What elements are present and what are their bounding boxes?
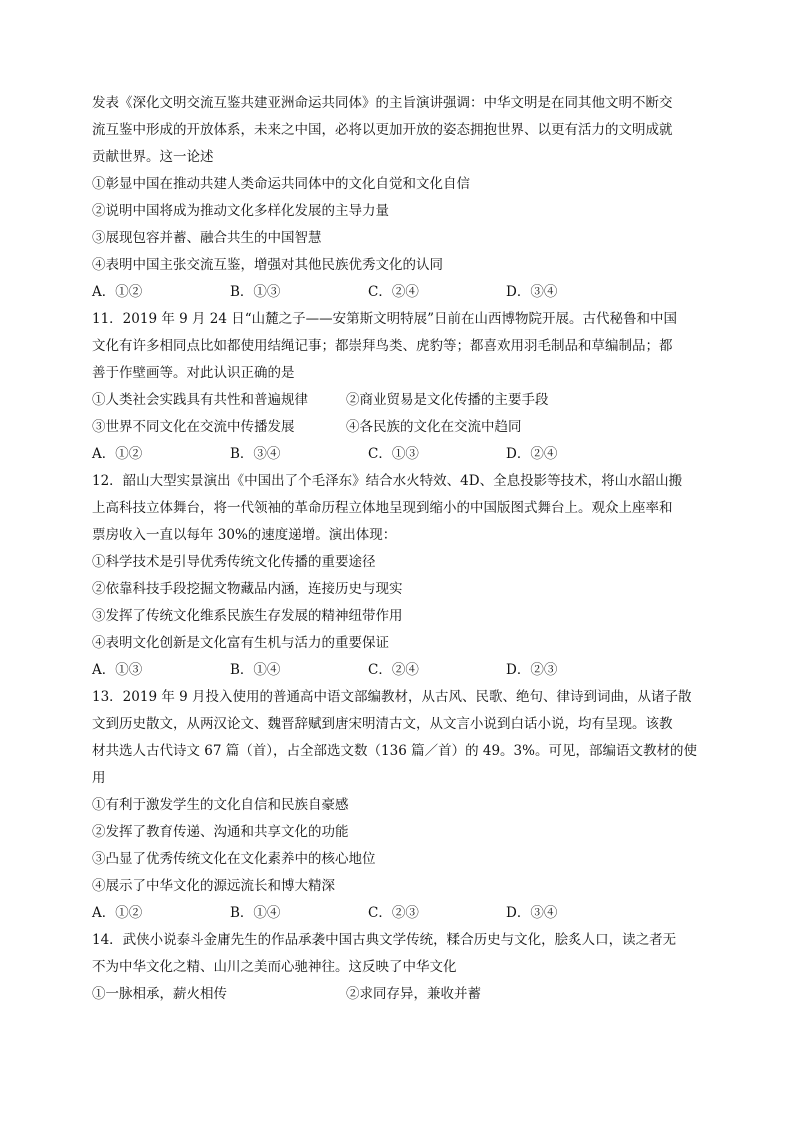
question-13-stem [92,684,712,792]
exam-page [92,90,712,1008]
stem-line: 材共选人古代诗文 67 篇（首），占全部选文数（136 篇／首）的 49。3%。可见，部编语文教材的使 [92,743,697,759]
statement-item: ①人类社会实践具有共性和普遍规律 [92,392,308,408]
question-13-options [92,900,712,927]
statement-item: ②求同存异，兼收并蓄 [346,986,481,1002]
question-11-statement-row [92,387,712,414]
stem-line: 流互鉴中形成的开放体系，未来之中国，必将以更加开放的姿态拥抱世界、以更有活力的文明成就 [92,122,673,138]
question-12-statements [92,549,712,657]
option-a: A．①② [92,284,143,300]
option-a: A．①② [92,446,143,462]
statement-item: ①彰显中国在推动共建人类命运共同体中的文化自觉和文化自信 [92,176,470,192]
stem-line: 13．2019 年 9 月投入使用的普通高中语文部编教材，从古风、民歌、绝句、律诗到词曲，从诸子散 [92,689,692,705]
option-b: B．③④ [230,446,281,462]
statement-item: ①有利于激发学生的文化自信和民族自豪感 [92,797,349,813]
stem-line: 票房收入一直以每年 30%的速度递增。演出体现： [92,527,397,543]
statement-item: ②商业贸易是文化传播的主要手段 [346,392,549,408]
statement-item: ④展示了中华文化的源远流长和博大精深 [92,878,335,894]
option-a: A．①② [92,905,143,921]
stem-line: 文到历史散文，从两汉论文、魏晋辞赋到唐宋明清古文，从文言小说到白话小说，均有呈现。该教 [92,716,673,732]
option-d: D．②③ [506,662,558,678]
question-10-statements [92,171,712,279]
stem-line: 贡献世界。这一论述 [92,149,214,165]
statement-item: ②依靠科技手段挖掘文物藏品内涵，连接历史与现实 [92,581,403,597]
statement-item: ④各民族的文化在交流中趋同 [346,419,522,435]
stem-line: 不为中华文化之精、山川之美而心驰神往。这反映了中华文化 [92,959,457,975]
stem-line: 11．2019 年 9 月 24 日“山麓之子——安第斯文明特展”日前在山西博物院开展。古代秘鲁和中国 [92,311,678,327]
stem-line: 12．韶山大型实景演出《中国出了个毛泽东》结合水火特效、4D、全息投影等技术，将山水韶山搬 [92,473,683,489]
question-10-stem [92,90,712,171]
option-d: D．③④ [506,284,558,300]
statement-item: ③发挥了传统文化维系民族生存发展的精神纽带作用 [92,608,403,624]
option-c: C．①③ [368,446,419,462]
option-c: C．②④ [368,662,419,678]
statement-item: ④表明文化创新是文化富有生机与活力的重要保证 [92,635,389,651]
stem-line: 发表《深化文明交流互鉴共建亚洲命运共同体》的主旨演讲强调：中华文明是在同其他文明不断交 [92,95,673,111]
option-d: D．③④ [506,905,558,921]
question-11-statement-row [92,414,712,441]
option-d: D．②④ [506,446,558,462]
statement-item: ①科学技术是引导优秀传统文化传播的重要途径 [92,554,376,570]
stem-line: 用 [92,770,106,786]
stem-line: 上高科技立体舞台，将一代领袖的革命历程立体地呈现到缩小的中国版图式舞台上。观众上座率和 [92,500,673,516]
stem-line: 14．武侠小说泰斗金庸先生的作品承袭中国古典文学传统，糅合历史与文化，脍炙人口，读之者无 [92,932,677,948]
question-14-statement-row [92,981,712,1008]
stem-line: 文化有许多相同点比如都使用结绳记事；都崇拜鸟类、虎豹等；都喜欢用羽毛制品和草编制品；都 [92,338,673,354]
question-14-stem [92,927,712,981]
question-13-statements [92,792,712,900]
statement-item: ②说明中国将成为推动文化多样化发展的主导力量 [92,203,389,219]
statement-item: ③凸显了优秀传统文化在文化素养中的核心地位 [92,851,376,867]
statement-item: ③世界不同文化在交流中传播发展 [92,419,295,435]
question-12-options [92,657,712,684]
option-b: B．①③ [230,284,281,300]
stem-line: 善于作壁画等。对此认识正确的是 [92,365,295,381]
question-11-stem [92,306,712,387]
option-a: A．①③ [92,662,143,678]
statement-item: ①一脉相承，薪火相传 [92,986,227,1002]
statement-item: ④表明中国主张交流互鉴，增强对其他民族优秀文化的认同 [92,257,443,273]
option-b: B．①④ [230,905,281,921]
option-c: C．②④ [368,284,419,300]
question-11-options [92,441,712,468]
question-10-options [92,279,712,306]
statement-item: ②发挥了教育传递、沟通和共享文化的功能 [92,824,349,840]
option-c: C．②③ [368,905,419,921]
statement-item: ③展现包容并蓄、融合共生的中国智慧 [92,230,322,246]
option-b: B．①④ [230,662,281,678]
question-12-stem [92,468,712,549]
